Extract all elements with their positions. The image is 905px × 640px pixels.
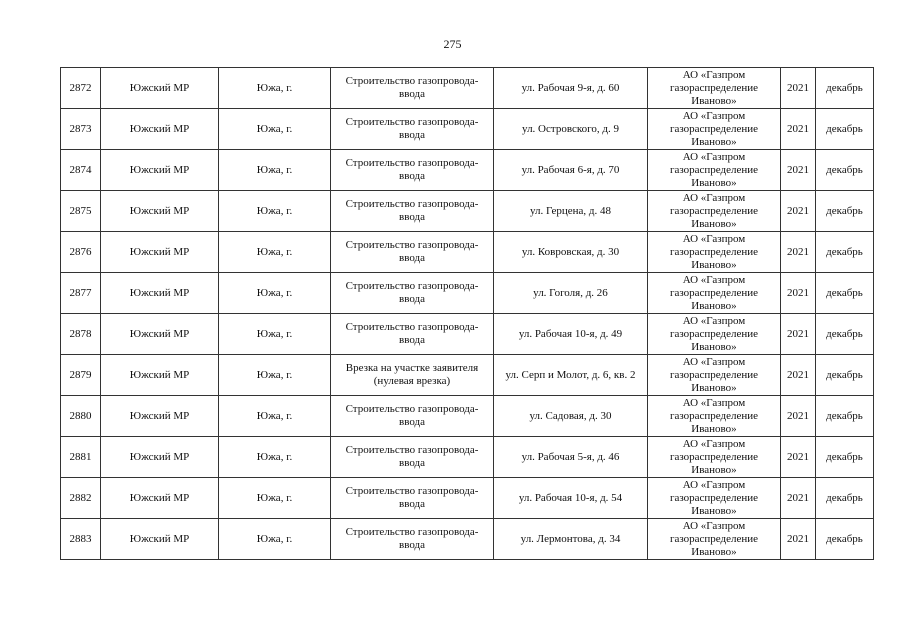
year-cell: 2021: [781, 191, 816, 232]
month-cell: декабрь: [816, 478, 874, 519]
address-cell: ул. Герцена, д. 48: [494, 191, 648, 232]
settlement-cell: Южа, г.: [219, 519, 331, 560]
work-type-cell: Строительство газопровода-ввода: [331, 232, 494, 273]
month-cell: декабрь: [816, 437, 874, 478]
settlement-cell: Южа, г.: [219, 273, 331, 314]
organization-cell: АО «Газпром газораспределение Иваново»: [648, 68, 781, 109]
work-type-cell: Строительство газопровода-ввода: [331, 150, 494, 191]
table-row: [61, 150, 874, 191]
address-cell: ул. Гоголя, д. 26: [494, 273, 648, 314]
settlement-cell: Южа, г.: [219, 314, 331, 355]
settlement-cell: Южа, г.: [219, 150, 331, 191]
address-cell: ул. Лермонтова, д. 34: [494, 519, 648, 560]
address-cell: ул. Рабочая 10-я, д. 49: [494, 314, 648, 355]
organization-cell: АО «Газпром газораспределение Иваново»: [648, 355, 781, 396]
address-cell: ул. Рабочая 6-я, д. 70: [494, 150, 648, 191]
year-cell: 2021: [781, 273, 816, 314]
table-row: [61, 314, 874, 355]
table-row: [61, 109, 874, 150]
month-cell: декабрь: [816, 273, 874, 314]
organization-cell: АО «Газпром газораспределение Иваново»: [648, 396, 781, 437]
year-cell: 2021: [781, 396, 816, 437]
table-row: [61, 68, 874, 109]
organization-cell: АО «Газпром газораспределение Иваново»: [648, 273, 781, 314]
gasification-schedule-table: [60, 67, 874, 560]
year-cell: 2021: [781, 109, 816, 150]
month-cell: декабрь: [816, 68, 874, 109]
row-number: 2873: [61, 109, 101, 150]
row-number: 2880: [61, 396, 101, 437]
organization-cell: АО «Газпром газораспределение Иваново»: [648, 191, 781, 232]
district-cell: Южский МР: [101, 273, 219, 314]
settlement-cell: Южа, г.: [219, 109, 331, 150]
work-type-cell: Строительство газопровода-ввода: [331, 437, 494, 478]
settlement-cell: Южа, г.: [219, 437, 331, 478]
month-cell: декабрь: [816, 109, 874, 150]
month-cell: декабрь: [816, 314, 874, 355]
row-number: 2883: [61, 519, 101, 560]
year-cell: 2021: [781, 150, 816, 191]
year-cell: 2021: [781, 519, 816, 560]
work-type-cell: Строительство газопровода-ввода: [331, 519, 494, 560]
month-cell: декабрь: [816, 519, 874, 560]
work-type-cell: Строительство газопровода-ввода: [331, 478, 494, 519]
row-number: 2872: [61, 68, 101, 109]
year-cell: 2021: [781, 437, 816, 478]
page-number: 275: [443, 37, 462, 51]
settlement-cell: Южа, г.: [219, 191, 331, 232]
table-row: [61, 437, 874, 478]
settlement-cell: Южа, г.: [219, 355, 331, 396]
year-cell: 2021: [781, 68, 816, 109]
settlement-cell: Южа, г.: [219, 396, 331, 437]
district-cell: Южский МР: [101, 314, 219, 355]
district-cell: Южский МР: [101, 68, 219, 109]
district-cell: Южский МР: [101, 437, 219, 478]
row-number: 2876: [61, 232, 101, 273]
month-cell: декабрь: [816, 150, 874, 191]
table-body: [61, 68, 874, 560]
district-cell: Южский МР: [101, 478, 219, 519]
address-cell: ул. Серп и Молот, д. 6, кв. 2: [494, 355, 648, 396]
row-number: 2874: [61, 150, 101, 191]
year-cell: 2021: [781, 355, 816, 396]
work-type-cell: Строительство газопровода-ввода: [331, 314, 494, 355]
table-row: [61, 355, 874, 396]
address-cell: ул. Ковровская, д. 30: [494, 232, 648, 273]
table-row: [61, 519, 874, 560]
work-type-cell: Строительство газопровода-ввода: [331, 396, 494, 437]
work-type-cell: Строительство газопровода-ввода: [331, 191, 494, 232]
month-cell: декабрь: [816, 396, 874, 437]
organization-cell: АО «Газпром газораспределение Иваново»: [648, 478, 781, 519]
district-cell: Южский МР: [101, 109, 219, 150]
row-number: 2881: [61, 437, 101, 478]
address-cell: ул. Рабочая 10-я, д. 54: [494, 478, 648, 519]
settlement-cell: Южа, г.: [219, 68, 331, 109]
settlement-cell: Южа, г.: [219, 232, 331, 273]
table-row: [61, 232, 874, 273]
district-cell: Южский МР: [101, 396, 219, 437]
address-cell: ул. Садовая, д. 30: [494, 396, 648, 437]
organization-cell: АО «Газпром газораспределение Иваново»: [648, 232, 781, 273]
row-number: 2877: [61, 273, 101, 314]
year-cell: 2021: [781, 478, 816, 519]
address-cell: ул. Рабочая 9-я, д. 60: [494, 68, 648, 109]
year-cell: 2021: [781, 314, 816, 355]
work-type-cell: Строительство газопровода-ввода: [331, 68, 494, 109]
organization-cell: АО «Газпром газораспределение Иваново»: [648, 150, 781, 191]
work-type-cell: Строительство газопровода-ввода: [331, 109, 494, 150]
district-cell: Южский МР: [101, 519, 219, 560]
month-cell: декабрь: [816, 355, 874, 396]
row-number: 2882: [61, 478, 101, 519]
address-cell: ул. Рабочая 5-я, д. 46: [494, 437, 648, 478]
address-cell: ул. Островского, д. 9: [494, 109, 648, 150]
table-row: [61, 396, 874, 437]
district-cell: Южский МР: [101, 232, 219, 273]
year-cell: 2021: [781, 232, 816, 273]
organization-cell: АО «Газпром газораспределение Иваново»: [648, 314, 781, 355]
row-number: 2875: [61, 191, 101, 232]
row-number: 2878: [61, 314, 101, 355]
organization-cell: АО «Газпром газораспределение Иваново»: [648, 437, 781, 478]
month-cell: декабрь: [816, 191, 874, 232]
district-cell: Южский МР: [101, 355, 219, 396]
work-type-cell: Врезка на участке заявителя (нулевая врезка): [331, 355, 494, 396]
settlement-cell: Южа, г.: [219, 478, 331, 519]
table-row: [61, 478, 874, 519]
district-cell: Южский МР: [101, 191, 219, 232]
organization-cell: АО «Газпром газораспределение Иваново»: [648, 109, 781, 150]
organization-cell: АО «Газпром газораспределение Иваново»: [648, 519, 781, 560]
district-cell: Южский МР: [101, 150, 219, 191]
work-type-cell: Строительство газопровода-ввода: [331, 273, 494, 314]
row-number: 2879: [61, 355, 101, 396]
table-row: [61, 191, 874, 232]
month-cell: декабрь: [816, 232, 874, 273]
table-row: [61, 273, 874, 314]
